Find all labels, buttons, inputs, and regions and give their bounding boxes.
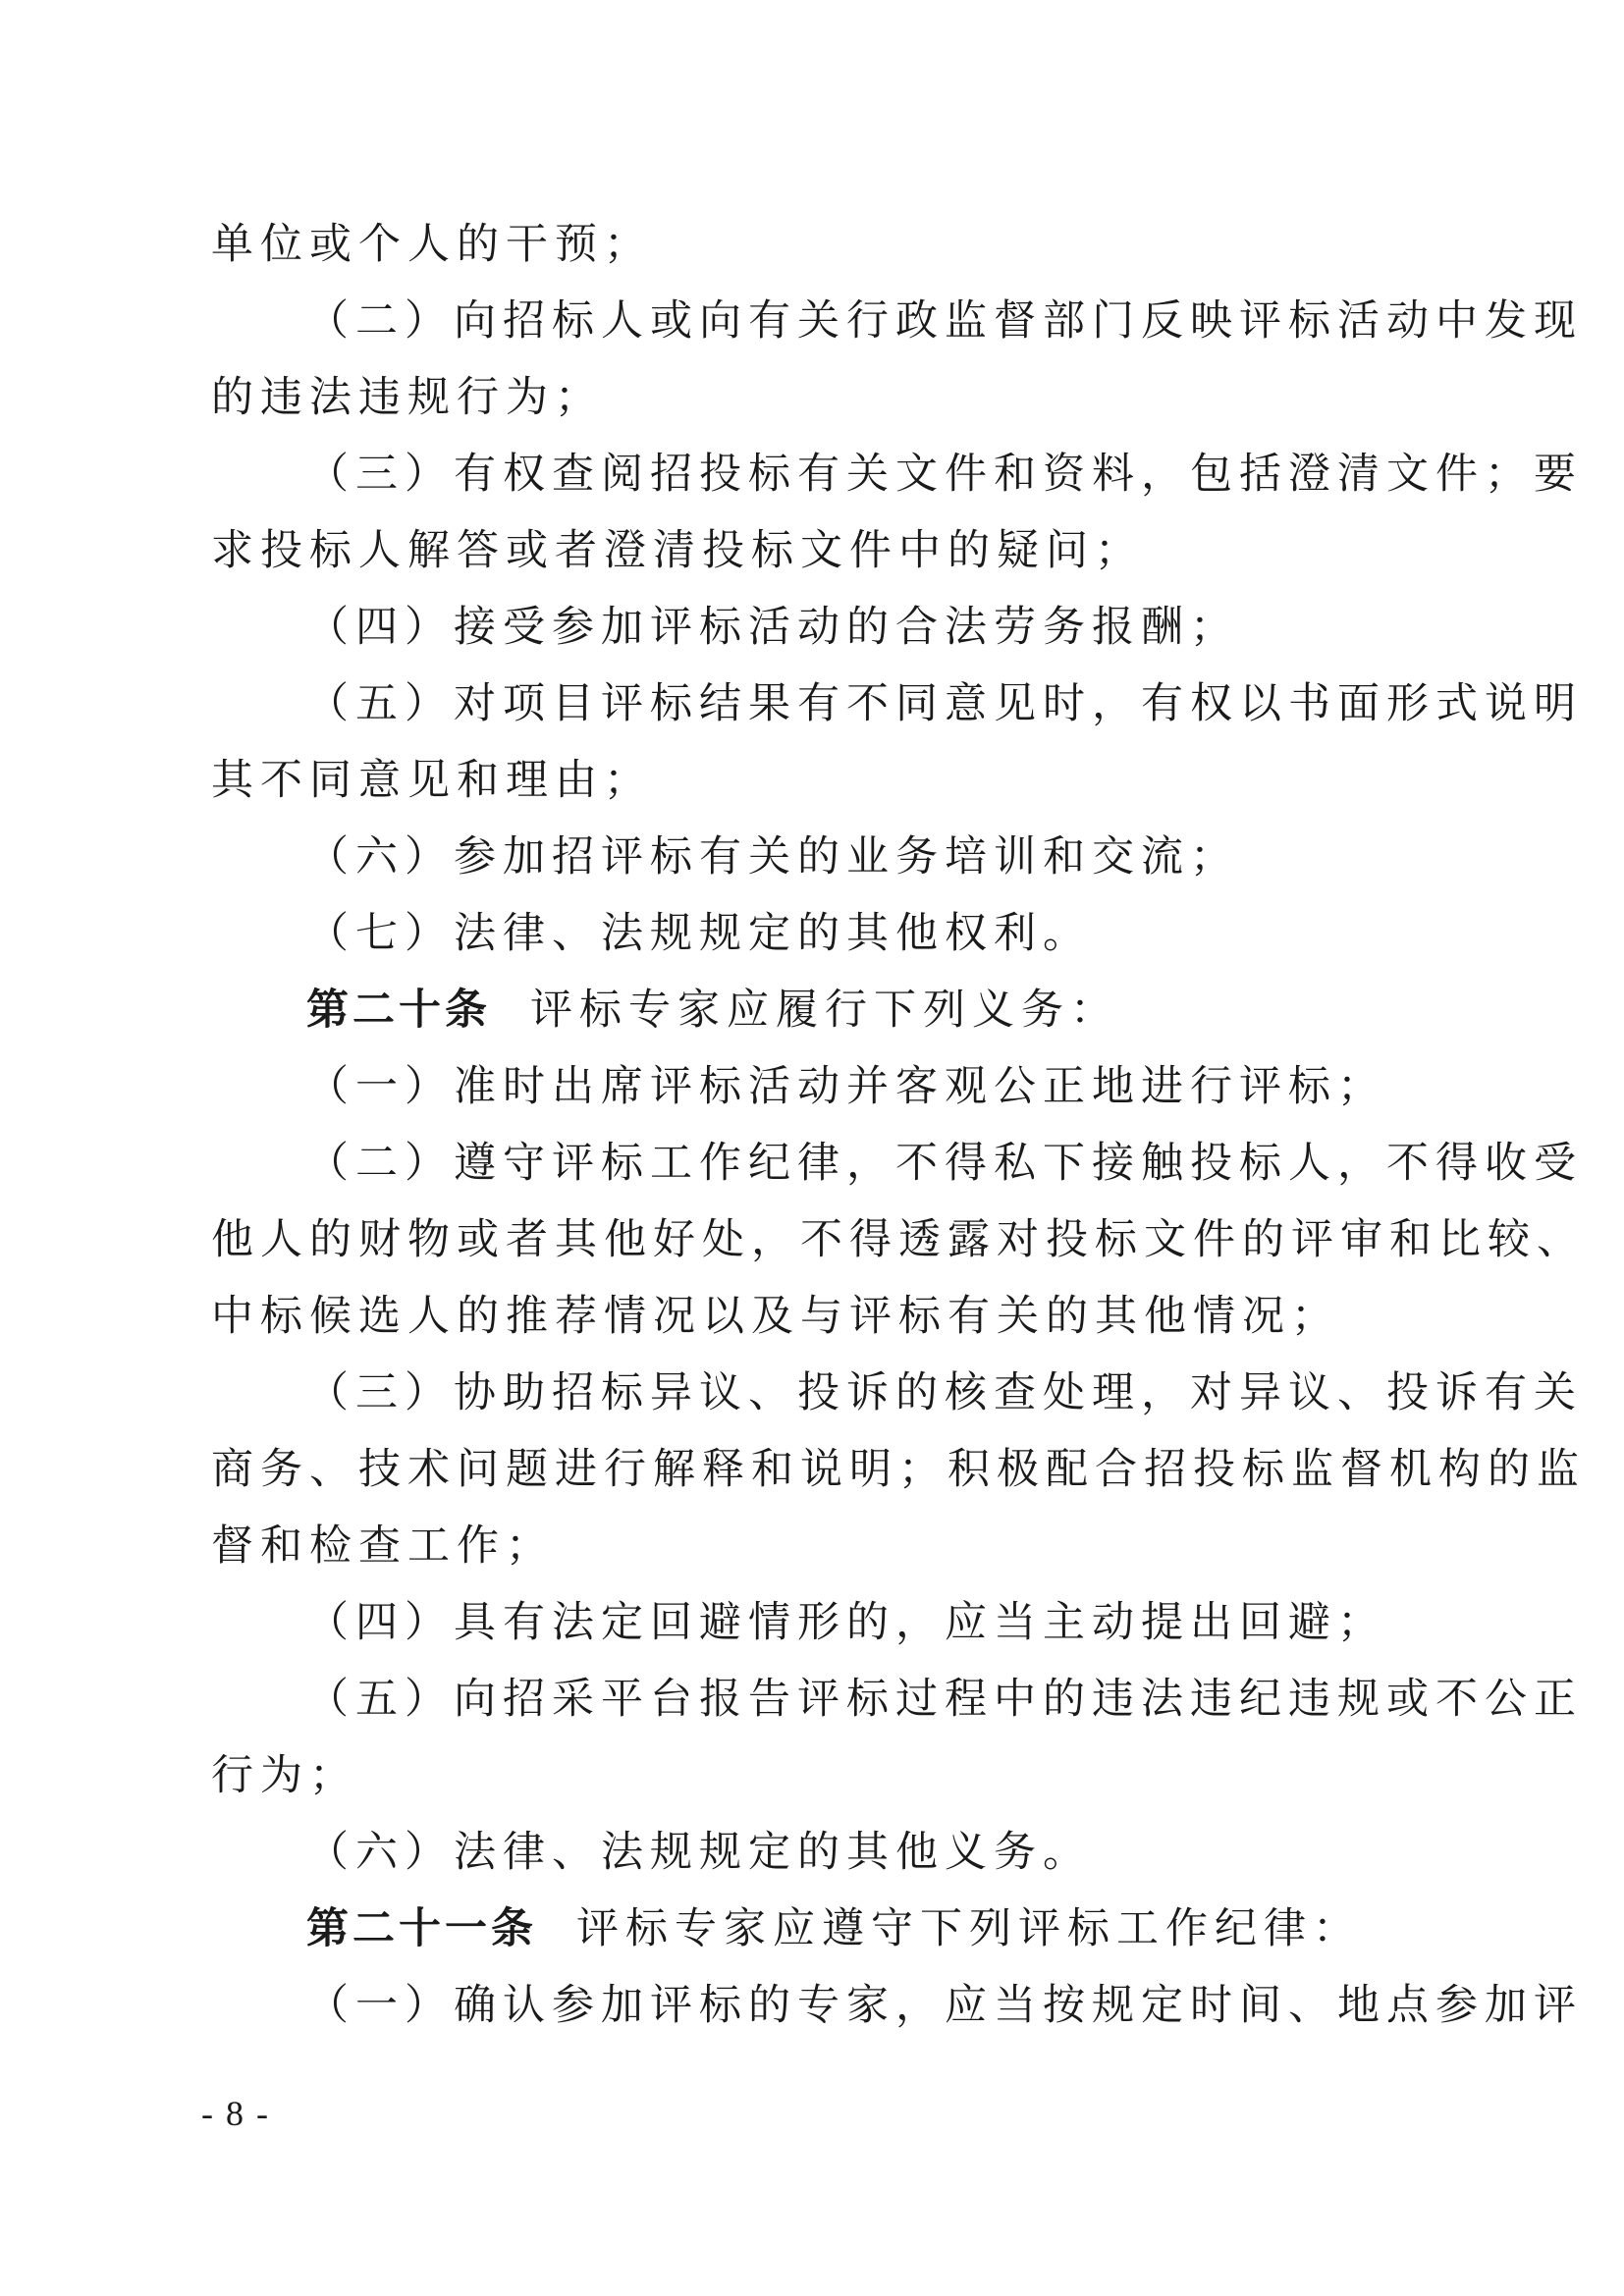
text-line: 其不同意见和理由；	[211, 756, 653, 805]
text-line: 求投标人解答或者澄清投标文件中的疑问；	[211, 526, 1144, 575]
article-number: 第二十条	[306, 986, 491, 1035]
article-text: 评标专家应遵守下列评标工作纪律：	[576, 1904, 1362, 1953]
article-heading	[306, 972, 1429, 1048]
text-line: （六）参加招评标有关的业务培训和交流；	[306, 832, 1239, 881]
article-heading	[306, 1891, 1429, 1967]
text-line: 单位或个人的干预；	[211, 220, 653, 269]
text-line: （四）具有法定回避情形的，应当主动提出回避；	[306, 1598, 1386, 1647]
text-line: （二）遵守评标工作纪律，不得私下接触投标人，不得收受	[306, 1139, 1583, 1188]
text-line: 督和检查工作；	[211, 1522, 555, 1571]
article-text: 评标专家应履行下列义务：	[530, 986, 1119, 1035]
page-number: - 8 -	[201, 2094, 270, 2133]
text-line: 中标候选人的推荐情况以及与评标有关的其他情况；	[211, 1292, 1340, 1341]
text-line: 的违法违规行为；	[211, 373, 604, 422]
text-line: 他人的财物或者其他好处，不得透露对投标文件的评审和比较、	[211, 1215, 1586, 1264]
text-line: 行为；	[211, 1751, 358, 1800]
text-line: （三）有权查阅招投标有关文件和资料，包括澄清文件；要	[306, 450, 1583, 499]
text-line: （五）向招采平台报告评标过程中的违法违纪违规或不公正	[306, 1675, 1583, 1724]
text-line: 商务、技术问题进行解释和说明；积极配合招投标监督机构的监	[211, 1445, 1586, 1494]
text-line: （七）法律、法规规定的其他权利。	[306, 909, 1092, 958]
text-line: （四）接受参加评标活动的合法劳务报酬；	[306, 603, 1239, 652]
text-line: （六）法律、法规规定的其他义务。	[306, 1828, 1092, 1877]
text-line: （五）对项目评标结果有不同意见时，有权以书面形式说明	[306, 679, 1583, 728]
text-line: （三）协助招标异议、投诉的核查处理，对异议、投诉有关	[306, 1368, 1583, 1417]
text-line: （二）向招标人或向有关行政监督部门反映评标活动中发现	[306, 296, 1583, 346]
article-number: 第二十一条	[306, 1904, 537, 1953]
text-line: （一）确认参加评标的专家，应当按规定时间、地点参加评	[306, 1981, 1583, 2030]
text-line: （一）准时出席评标活动并客观公正地进行评标；	[306, 1062, 1386, 1111]
